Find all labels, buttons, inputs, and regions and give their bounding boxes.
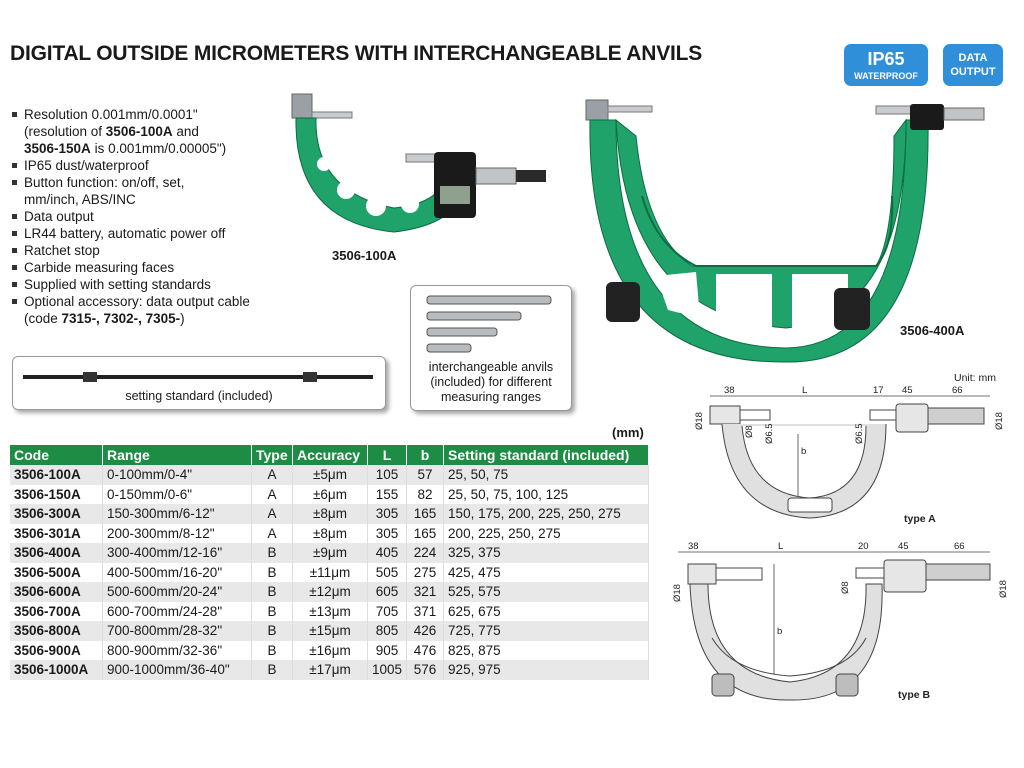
- cell-accuracy: ±15μm: [293, 621, 368, 641]
- anvil-rod: [312, 112, 352, 118]
- cell-code: 3506-900A: [10, 641, 103, 661]
- anvil-outline: [710, 406, 740, 424]
- data-output-badge-line1: DATA: [958, 52, 988, 64]
- dim-phi18-right: Ø18: [998, 580, 1009, 598]
- feature-text-continued: [24, 123, 250, 140]
- cell-l: 705: [368, 602, 407, 622]
- anvil-head: [586, 100, 608, 120]
- table-row: [10, 563, 649, 583]
- label-3506-100a: 3506-100A: [332, 248, 397, 263]
- feature-item: [10, 293, 250, 327]
- spec-table-body: [10, 465, 649, 680]
- feature-text-continued: [24, 140, 250, 157]
- cell-setting-standard: 925, 975: [444, 660, 649, 680]
- header-type: Type: [252, 445, 293, 465]
- cell-type: B: [252, 621, 293, 641]
- cell-code: 3506-301A: [10, 524, 103, 544]
- cell-range: 800-900mm/32-36": [103, 641, 252, 661]
- frame-hole: [337, 181, 355, 199]
- cell-accuracy: ±5μm: [293, 465, 368, 485]
- cell-l: 905: [368, 641, 407, 661]
- frame-hole: [317, 157, 331, 171]
- cell-type: A: [252, 524, 293, 544]
- feature-fragment: and: [172, 124, 199, 139]
- cell-range: 700-800mm/28-32": [103, 621, 252, 641]
- thimble-outline: [928, 408, 984, 424]
- drawing-type-b: [672, 534, 1014, 708]
- dim-phi65-right: Ø6.5: [854, 423, 865, 444]
- label-3506-400a: 3506-400A: [900, 323, 965, 338]
- feature-item: [10, 208, 250, 225]
- drawing-type-a: [690, 382, 1014, 530]
- cell-setting-standard: 25, 50, 75, 100, 125: [444, 485, 649, 505]
- feature-code: 7315-, 7302-, 7305-: [61, 311, 181, 326]
- cell-code: 3506-800A: [10, 621, 103, 641]
- cell-range: 150-300mm/6-12": [103, 504, 252, 524]
- dim-45: 45: [898, 541, 909, 552]
- drawing-unit-label: Unit: mm: [954, 372, 996, 384]
- frame-rib: [642, 196, 892, 266]
- feature-item: [10, 259, 250, 276]
- thimble-outline: [926, 564, 990, 580]
- table-row: [10, 524, 649, 544]
- cell-l: 1005: [368, 660, 407, 680]
- cell-type: B: [252, 641, 293, 661]
- feature-code: 3506-150A: [24, 141, 91, 156]
- spindle-outline: [856, 568, 884, 578]
- setting-standard-caption: setting standard (included): [125, 389, 273, 403]
- feature-fragment: (code: [24, 311, 62, 326]
- grip-right: [834, 288, 870, 330]
- cell-b: 224: [407, 543, 444, 563]
- feature-fragment: mm/inch, ABS/INC: [24, 192, 136, 207]
- rod-grip: [303, 372, 317, 382]
- cell-range: 400-500mm/16-20": [103, 563, 252, 583]
- cell-code: 3506-400A: [10, 543, 103, 563]
- rod-body: [23, 375, 373, 379]
- feature-item: [10, 225, 250, 242]
- header-b: b: [407, 445, 444, 465]
- cell-code: 3506-1000A: [10, 660, 103, 680]
- cell-b: 165: [407, 504, 444, 524]
- feature-code: 3506-100A: [105, 124, 173, 139]
- header-l: L: [368, 445, 407, 465]
- dim-phi8: Ø8: [840, 581, 851, 594]
- table-row: [10, 621, 649, 641]
- cell-l: 405: [368, 543, 407, 563]
- table-row: [10, 543, 649, 563]
- anvil-outline: [688, 564, 716, 584]
- cell-setting-standard: 525, 575: [444, 582, 649, 602]
- cell-b: 321: [407, 582, 444, 602]
- feature-text-continued: [24, 310, 250, 327]
- dim-17: 17: [873, 385, 884, 396]
- dim-l: L: [778, 541, 784, 552]
- spec-table: [10, 445, 649, 680]
- cell-code: 3506-100A: [10, 465, 103, 485]
- cell-b: 275: [407, 563, 444, 583]
- frame-hole: [366, 196, 386, 216]
- anvil-rod: [608, 106, 652, 112]
- feature-fragment: ): [180, 311, 185, 326]
- cell-range: 900-1000mm/36-40": [103, 660, 252, 680]
- cell-accuracy: ±12μm: [293, 582, 368, 602]
- anvils-caption-line: (included) for different: [430, 375, 552, 389]
- table-row: [10, 485, 649, 505]
- table-unit: (mm): [612, 425, 644, 440]
- cell-code: 3506-500A: [10, 563, 103, 583]
- cell-l: 305: [368, 504, 407, 524]
- frame-hole: [401, 195, 419, 213]
- cell-type: A: [252, 504, 293, 524]
- dim-phi65-left: Ø6.5: [764, 423, 775, 444]
- digital-head: [910, 104, 944, 130]
- anvil-rod: [427, 328, 497, 336]
- header-range: Range: [103, 445, 252, 465]
- cell-b: 371: [407, 602, 444, 622]
- table-row: [10, 602, 649, 622]
- anvil-rod: [427, 296, 551, 304]
- cell-code: 3506-600A: [10, 582, 103, 602]
- feature-text: Optional accessory: data output cable: [24, 294, 250, 309]
- cell-setting-standard: 200, 225, 250, 275: [444, 524, 649, 544]
- dim-20: 20: [858, 541, 869, 552]
- cell-range: 0-150mm/0-6": [103, 485, 252, 505]
- cell-setting-standard: 150, 175, 200, 225, 250, 275: [444, 504, 649, 524]
- type-b-label: type B: [898, 689, 931, 701]
- grip-outline: [712, 674, 734, 696]
- cell-type: B: [252, 543, 293, 563]
- feature-text: Button function: on/off, set,: [24, 175, 185, 190]
- dim-38: 38: [724, 385, 735, 396]
- setting-standard-box: [12, 356, 386, 410]
- lcd-display: [440, 186, 470, 204]
- cell-l: 305: [368, 524, 407, 544]
- setting-standard-rod: [23, 371, 373, 383]
- header-accuracy: Accuracy: [293, 445, 368, 465]
- cell-b: 576: [407, 660, 444, 680]
- frame-window-outline: [788, 498, 832, 512]
- dim-phi18-right: Ø18: [994, 412, 1005, 430]
- table-row: [10, 641, 649, 661]
- cell-code: 3506-700A: [10, 602, 103, 622]
- cell-setting-standard: 425, 475: [444, 563, 649, 583]
- dim-b: b: [777, 626, 783, 637]
- head-outline: [896, 404, 928, 432]
- feature-text-continued: [24, 191, 250, 208]
- feature-item: [10, 106, 250, 157]
- spindle-outline: [870, 410, 896, 420]
- frame-window: [716, 274, 772, 328]
- cell-code: 3506-150A: [10, 485, 103, 505]
- cell-b: 82: [407, 485, 444, 505]
- anvils-caption: [411, 360, 571, 405]
- feature-fragment: is 0.001mm/0.00005"): [90, 141, 227, 156]
- cell-code: 3506-300A: [10, 504, 103, 524]
- cell-type: B: [252, 582, 293, 602]
- table-row: [10, 660, 649, 680]
- cell-range: 200-300mm/8-12": [103, 524, 252, 544]
- cell-accuracy: ±9μm: [293, 543, 368, 563]
- ratchet: [516, 170, 546, 182]
- page-title: DIGITAL OUTSIDE MICROMETERS WITH INTERCHANGEABLE ANVILS: [10, 42, 703, 65]
- cell-type: A: [252, 485, 293, 505]
- dim-phi8: Ø8: [744, 425, 755, 438]
- cell-l: 155: [368, 485, 407, 505]
- cell-accuracy: ±8μm: [293, 524, 368, 544]
- feature-item: [10, 174, 250, 208]
- cell-setting-standard: 725, 775: [444, 621, 649, 641]
- cell-accuracy: ±8μm: [293, 504, 368, 524]
- cell-range: 500-600mm/20-24": [103, 582, 252, 602]
- data-output-badge-line2: OUTPUT: [950, 66, 996, 78]
- dim-66: 66: [952, 385, 963, 396]
- digital-head: [434, 152, 476, 218]
- cell-type: A: [252, 465, 293, 485]
- ip65-badge-sub: WATERPROOF: [854, 71, 918, 81]
- rod-grip: [83, 372, 97, 382]
- ip65-badge: [844, 44, 928, 86]
- feature-text: Resolution 0.001mm/0.0001": [24, 107, 198, 122]
- anvils-box: [410, 285, 572, 411]
- head-outline: [884, 560, 926, 592]
- feature-text: Data output: [24, 209, 94, 224]
- anvils-caption-line: interchangeable anvils: [428, 360, 554, 374]
- feature-item: [10, 276, 250, 293]
- grip-outline: [836, 674, 858, 696]
- header-code: Code: [10, 445, 103, 465]
- cell-setting-standard: 825, 875: [444, 641, 649, 661]
- cell-type: B: [252, 660, 293, 680]
- grip-left: [606, 282, 640, 322]
- cell-l: 805: [368, 621, 407, 641]
- cell-accuracy: ±17μm: [293, 660, 368, 680]
- feature-item: [10, 157, 250, 174]
- thimble: [944, 108, 984, 120]
- cell-accuracy: ±6μm: [293, 485, 368, 505]
- dim-b: b: [801, 446, 807, 457]
- header-setting-standard: Setting standard (included): [444, 445, 649, 465]
- dim-phi18-left: Ø18: [672, 584, 683, 602]
- anvil-tip-outline: [716, 568, 762, 580]
- cell-accuracy: ±16μm: [293, 641, 368, 661]
- cell-b: 165: [407, 524, 444, 544]
- feature-item: [10, 242, 250, 259]
- feature-text: Supplied with setting standards: [24, 277, 211, 292]
- feature-fragment: (resolution of: [24, 124, 106, 139]
- table-row: [10, 504, 649, 524]
- anvil-head: [292, 94, 312, 118]
- cell-b: 426: [407, 621, 444, 641]
- cell-accuracy: ±13μm: [293, 602, 368, 622]
- dim-45: 45: [902, 385, 913, 396]
- cell-setting-standard: 325, 375: [444, 543, 649, 563]
- dim-38: 38: [688, 541, 699, 552]
- anvil-rod: [427, 312, 521, 320]
- data-output-badge: [943, 44, 1003, 86]
- type-a-label: type A: [904, 513, 936, 525]
- cell-setting-standard: 25, 50, 75: [444, 465, 649, 485]
- cell-range: 0-100mm/0-4": [103, 465, 252, 485]
- cell-l: 105: [368, 465, 407, 485]
- cell-range: 600-700mm/24-28": [103, 602, 252, 622]
- cell-type: B: [252, 602, 293, 622]
- cell-type: B: [252, 563, 293, 583]
- cell-b: 57: [407, 465, 444, 485]
- feature-text: Carbide measuring faces: [24, 260, 175, 275]
- anvil-rod: [427, 344, 471, 352]
- table-row: [10, 582, 649, 602]
- cell-l: 505: [368, 563, 407, 583]
- cell-l: 605: [368, 582, 407, 602]
- dim-l: L: [802, 385, 808, 396]
- dim-phi18-left: Ø18: [694, 412, 705, 430]
- anvils-caption-line: measuring ranges: [440, 390, 542, 404]
- cell-range: 300-400mm/12-16": [103, 543, 252, 563]
- ip65-badge-main: IP65: [867, 49, 905, 69]
- feature-text: IP65 dust/waterproof: [24, 158, 149, 173]
- table-header-row: [10, 445, 649, 465]
- cell-accuracy: ±11μm: [293, 563, 368, 583]
- anvils-image: [425, 294, 555, 356]
- thimble: [476, 168, 516, 184]
- dim-66: 66: [954, 541, 965, 552]
- feature-text: Ratchet stop: [24, 243, 100, 258]
- anvil-tip-outline: [740, 410, 770, 420]
- table-row: [10, 465, 649, 485]
- cell-setting-standard: 625, 675: [444, 602, 649, 622]
- feature-text: LR44 battery, automatic power off: [24, 226, 226, 241]
- micrometer-100a-image: [284, 92, 564, 242]
- feature-list: [10, 106, 250, 327]
- cell-b: 476: [407, 641, 444, 661]
